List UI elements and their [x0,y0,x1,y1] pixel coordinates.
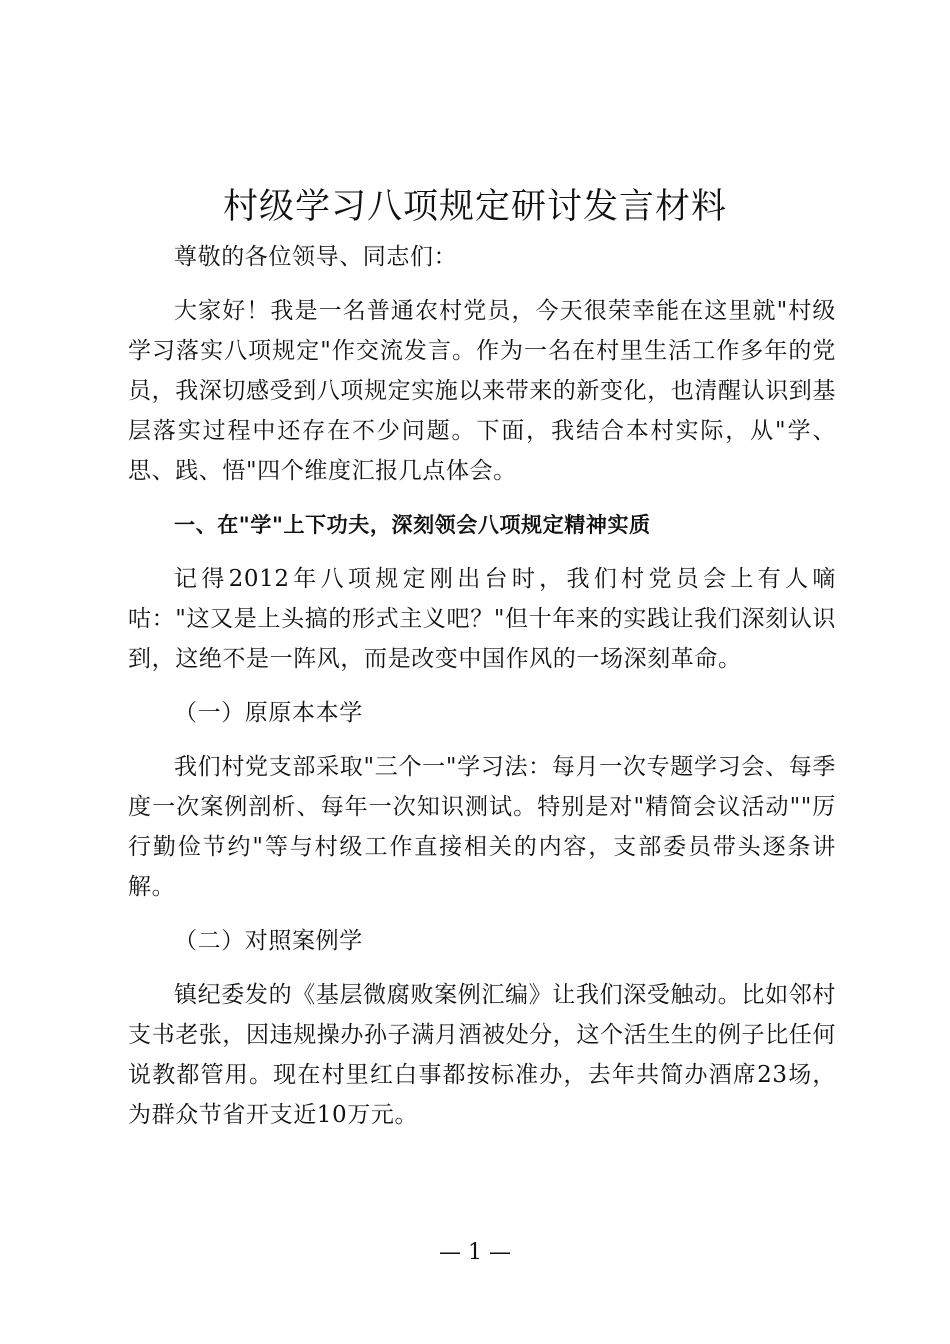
page-number: — 1 — [439,1240,511,1265]
paragraph-3: 镇纪委发的《基层微腐败案例汇编》让我们深受触动。比如邻村支书老张，因违规操办孙子满月酒被处分，这个活生生的例子比任何说教都管用。现在村里红白事都按标准办，去年共简办酒席23场，为群众节省开支近10万元。 [128,982,836,1128]
document-body [128,237,836,1135]
intro-paragraph: 大家好！我是一名普通农村党员，今天很荣幸能在这里就"村级学习落实八项规定"作交流发言。作为一名在村里生活工作多年的党员，我深切感受到八项规定实施以来带来的新变化，也清醒认识到基层落实过程中还存在不少问题。下面，我结合本村实际，从"学、思、践、悟"四个维度汇报几点体会。 [128,298,836,484]
document-title: 村级学习八项规定研讨发言材料 [222,187,727,227]
paragraph-2: 我们村党支部采取"三个一"学习法：每月一次专题学习会、每季度一次案例剖析、每年一次知识测试。特别是对"精简会议活动""厉行勤俭节约"等与村级工作直接相关的内容，支部委员带头逐条讲解。 [128,754,836,900]
subheading-1: （一）原原本本学 [174,700,363,726]
section-heading-1: 一、在"学"上下功夫，深刻领会八项规定精神实质 [174,513,651,537]
subheading-2: （二）对照案例学 [174,928,363,954]
salutation: 尊敬的各位领导、同志们： [174,244,458,270]
paragraph-1: 记得2012年八项规定刚出台时，我们村党员会上有人嘀咕："这又是上头搞的形式主义吧？"但十年来的实践让我们深刻认识到，这绝不是一阵风，而是改变中国作风的一场深刻革命。 [128,566,836,672]
